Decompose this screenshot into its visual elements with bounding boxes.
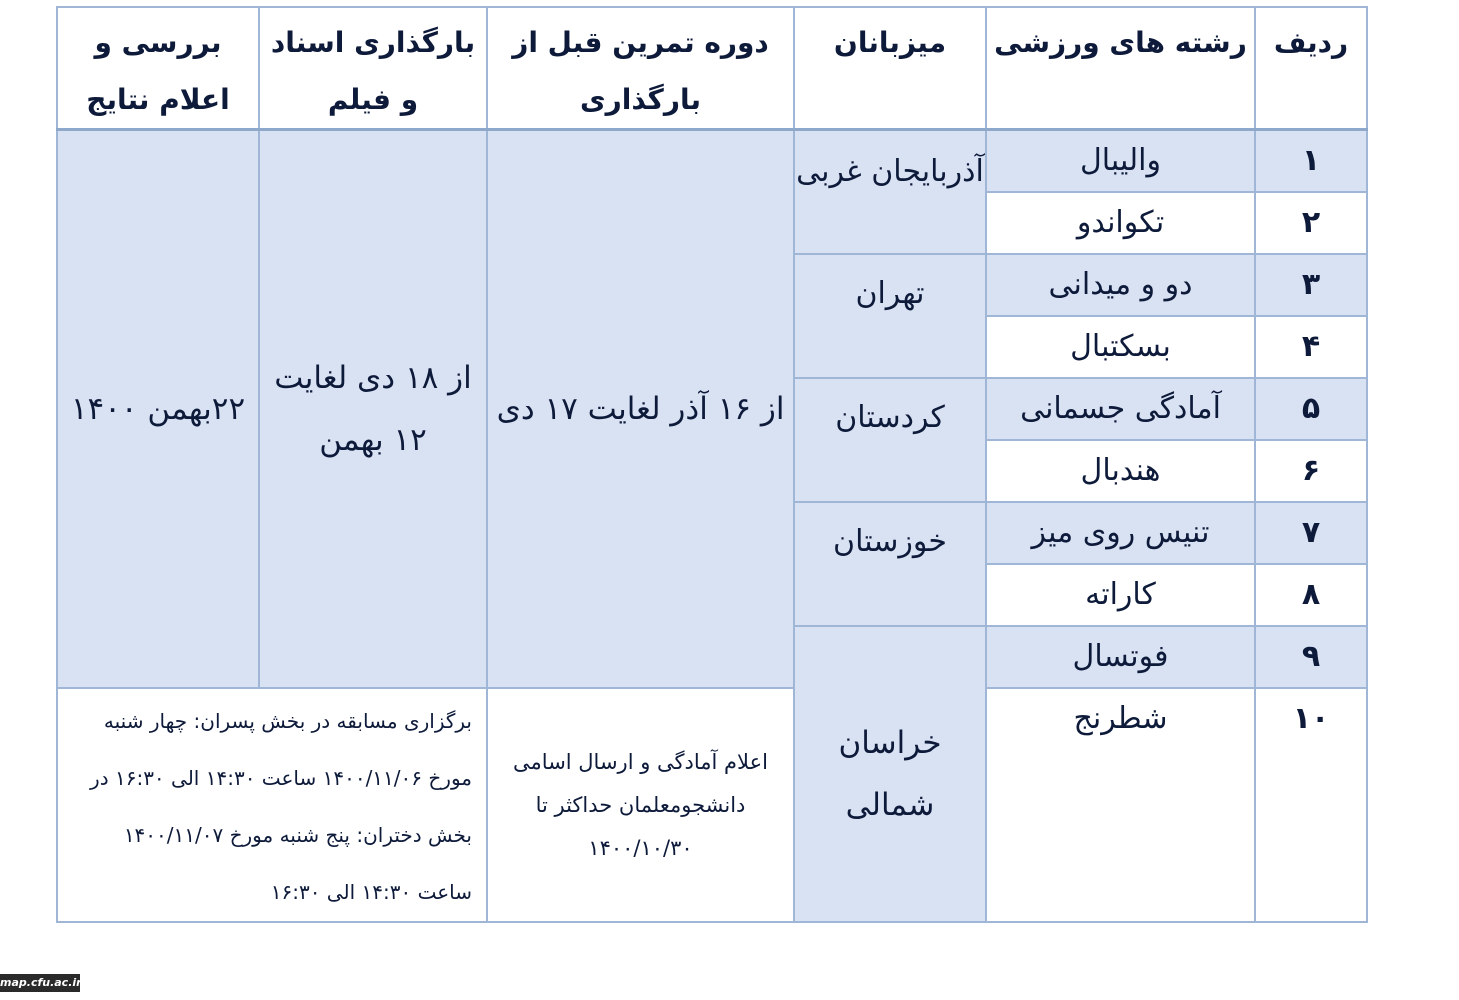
host-north-khorasan: خراسان شمالی xyxy=(794,626,986,922)
host-khuzestan: خوزستان xyxy=(794,502,986,626)
sports-schedule-table xyxy=(56,6,1368,923)
sport-cell: تنیس روی میز xyxy=(986,502,1255,564)
header-sport: رشته های ورزشی xyxy=(986,7,1255,130)
sport-cell: بسکتبال xyxy=(986,316,1255,378)
sport-cell: تکواندو xyxy=(986,192,1255,254)
host-kurdistan: کردستان xyxy=(794,378,986,502)
sport-cell: والیبال xyxy=(986,130,1255,193)
table-row xyxy=(57,688,1367,922)
row-number: ۴ xyxy=(1255,316,1367,378)
host-tehran: تهران xyxy=(794,254,986,378)
row-number: ۸ xyxy=(1255,564,1367,626)
sport-cell: هندبال xyxy=(986,440,1255,502)
row-number: ۵ xyxy=(1255,378,1367,440)
sport-cell: کاراته xyxy=(986,564,1255,626)
site-watermark: map.cfu.ac.ir xyxy=(0,974,80,992)
row-number: ۷ xyxy=(1255,502,1367,564)
row-number: ۲ xyxy=(1255,192,1367,254)
header-practice: دوره تمرین قبل از بارگذاری xyxy=(487,7,794,130)
header-row-number: ردیف xyxy=(1255,7,1367,130)
row-number: ۹ xyxy=(1255,626,1367,688)
sport-cell: شطرنج xyxy=(986,688,1255,922)
sport-cell: فوتسال xyxy=(986,626,1255,688)
upload-period: از ۱۸ دی لغایت ۱۲ بهمن xyxy=(259,130,487,689)
review-date: ۲۲بهمن ۱۴۰۰ xyxy=(57,130,259,689)
row-number: ۳ xyxy=(1255,254,1367,316)
sport-cell: آمادگی جسمانی xyxy=(986,378,1255,440)
practice-period: از ۱۶ آذر لغایت ۱۷ دی xyxy=(487,130,794,689)
row-number: ۶ xyxy=(1255,440,1367,502)
practice-note: اعلام آمادگی و ارسال اسامی دانشجومعلمان حداکثر تا ۱۴۰۰/۱۰/۳۰ xyxy=(487,688,794,922)
row-number: ۱ xyxy=(1255,130,1367,193)
header-upload: بارگذاری اسناد و فیلم xyxy=(259,7,487,130)
header-hosts: میزبانان xyxy=(794,7,986,130)
host-west-azerbaijan: آذربایجان غربی xyxy=(794,130,986,255)
header-review: بررسی و اعلام نتایج xyxy=(57,7,259,130)
row-number: ۱۰ xyxy=(1255,688,1367,922)
sport-cell: دو و میدانی xyxy=(986,254,1255,316)
header-row xyxy=(57,7,1367,130)
table-row xyxy=(57,130,1367,193)
competition-note: برگزاری مسابقه در بخش پسران: چهار شنبه مورخ ۱۴۰۰/۱۱/۰۶ ساعت ۱۴:۳۰ الی ۱۶:۳۰ در بخش دختران: پنج شنبه مورخ ۱۴۰۰/۱۱/۰۷ ساعت ۱۴:۳۰ الی ۱۶:۳۰ xyxy=(57,688,487,922)
